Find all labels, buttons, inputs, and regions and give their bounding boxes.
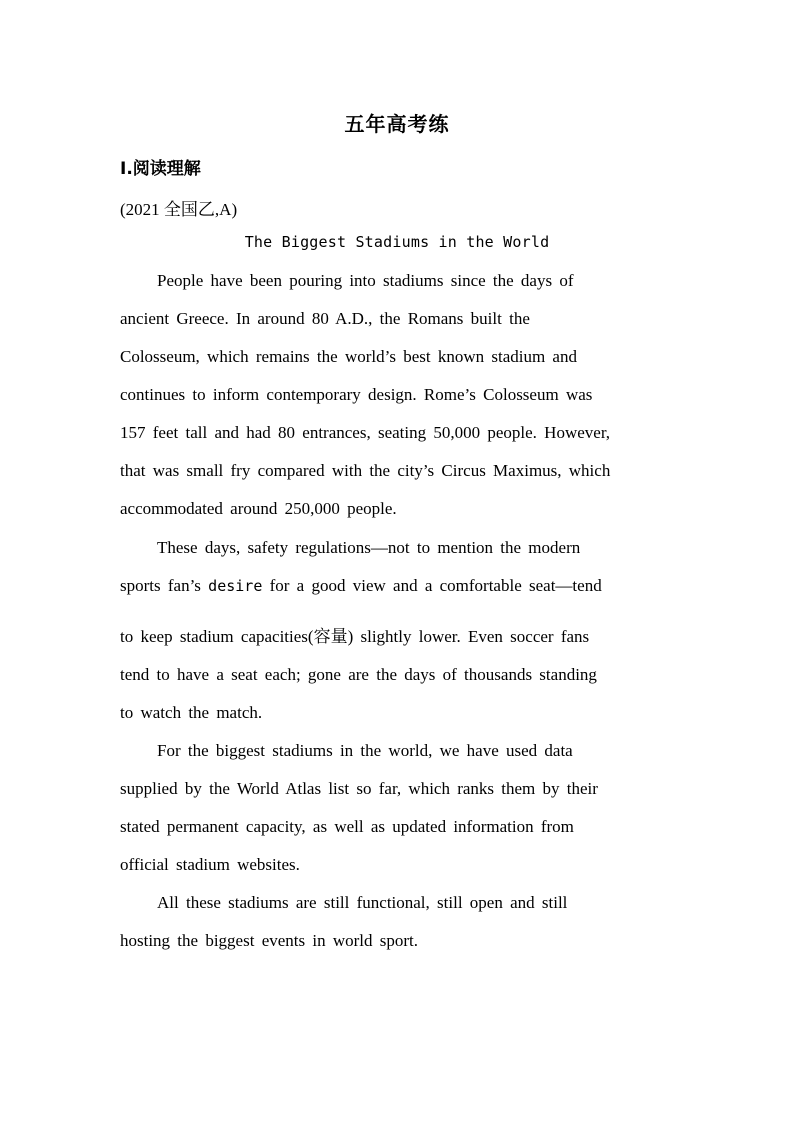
- paragraph-2-line: tend to have a seat each; gone are the days of thousands standing: [120, 665, 597, 684]
- paragraph-2-line: to watch the match.: [120, 703, 263, 722]
- paragraph-1-line: ancient Greece. In around 80 A.D., the Romans built the: [120, 309, 530, 328]
- highlighted-word: desire: [208, 577, 263, 595]
- paragraph-4-line: hosting the biggest events in world sport.: [120, 931, 419, 950]
- paragraph-2-line: These days, safety regulations—not to mention the modern: [157, 538, 581, 557]
- paragraph-2-line: [120, 576, 602, 596]
- paragraph-1-line: People have been pouring into stadiums since the days of: [157, 271, 574, 290]
- paragraph-2-text: sports fan’s: [120, 576, 209, 595]
- paragraph-2-line: to keep stadium capacities(容量) slightly lower. Even soccer fans: [120, 627, 590, 646]
- paragraph-2-text: for a good view and a comfortable seat—tend: [262, 576, 602, 595]
- passage-title: The Biggest Stadiums in the World: [244, 233, 550, 251]
- paragraph-1-line: 157 feet tall and had 80 entrances, seating 50,000 people. However,: [120, 423, 611, 442]
- paragraph-1-line: that was small fry compared with the city’s Circus Maximus, which: [120, 461, 611, 480]
- paragraph-4-line: All these stadiums are still functional, still open and still: [157, 893, 568, 912]
- paragraph-1-line: accommodated around 250,000 people.: [120, 499, 397, 518]
- paragraph-1-line: continues to inform contemporary design. Rome’s Colosseum was: [120, 385, 593, 404]
- source-note: (2021 全国乙,A): [120, 200, 238, 219]
- paragraph-3-line: official stadium websites.: [120, 855, 300, 874]
- page-title: 五年高考练: [344, 112, 450, 136]
- paragraph-3-line: stated permanent capacity, as well as updated information from: [120, 817, 574, 836]
- paragraph-3-line: For the biggest stadiums in the world, we have used data: [157, 741, 573, 760]
- paragraph-1-line: Colosseum, which remains the world’s best known stadium and: [120, 347, 577, 366]
- section-heading: Ⅰ.阅读理解: [120, 159, 201, 179]
- paragraph-3-line: supplied by the World Atlas list so far, which ranks them by their: [120, 779, 598, 798]
